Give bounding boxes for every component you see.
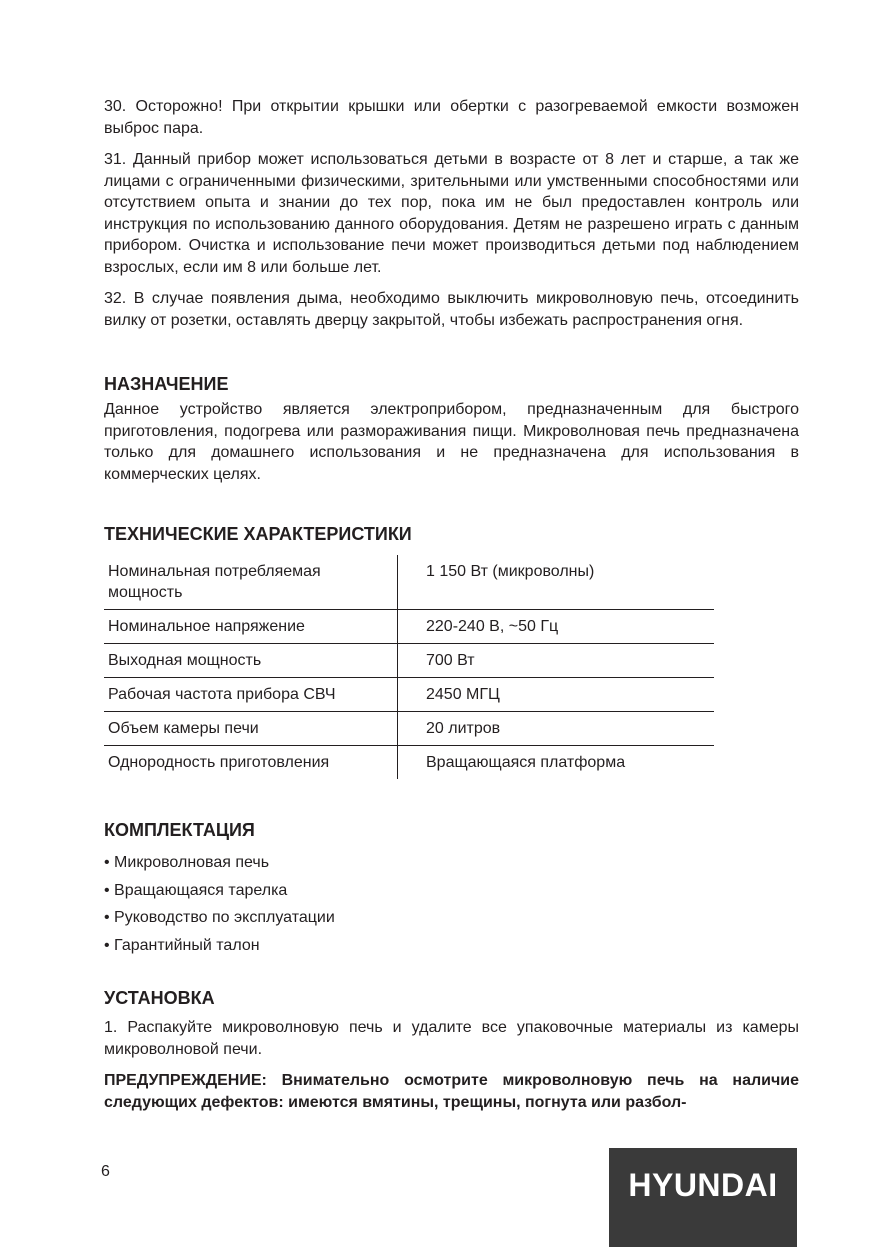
purpose-heading: НАЗНАЧЕНИЕ [104,374,229,394]
spec-value: 2450 МГЦ [398,678,715,712]
list-item: • Гарантийный талон [104,936,260,954]
spec-label: Однородность приготовления [104,746,398,780]
install-heading: УСТАНОВКА [104,988,215,1008]
table-row [104,610,714,644]
page-number: 6 [101,1163,110,1180]
spec-label: Объем камеры печи [104,712,398,746]
spec-label: Номинальная потребляемая мощность [104,555,398,610]
table-row [104,555,714,610]
spec-label: Номинальное напряжение [104,610,398,644]
kit-heading: КОМПЛЕКТАЦИЯ [104,820,255,840]
brand-name: HYUNDAI [628,1167,778,1203]
list-item: • Микроволновая печь [104,854,270,871]
specs-heading: ТЕХНИЧЕСКИЕ ХАРАКТЕРИСТИКИ [104,524,412,544]
purpose-text: Данное устройство является электроприбором, предназначенным для быстрого приготовления, подогрева или размораживания пищи. Микроволновая печь предназначена только для домашнего использования и не предназначена для использования в коммерческих целях. [104,401,799,483]
specs-table [104,555,714,779]
kit-list [104,849,799,959]
table-row [104,678,714,712]
spec-label: Рабочая частота прибора СВЧ [104,678,398,712]
install-step-1: 1. Распакуйте микроволновую печь и удалите все упаковочные материалы из камеры микроволновой печи. [104,1019,799,1058]
list-item: • Руководство по эксплуатации [104,909,335,926]
table-row [104,644,714,678]
spec-value: Вращающаяся платформа [426,754,626,771]
spec-value: 1 150 Вт (микроволны) [398,555,715,610]
paragraph-31: 31. Данный прибор может использоваться детьми в возрасте от 8 лет и старше, а так же лицами с ограниченными физическими, зрительными или умственными способностями или отсутствием опыта и знании до тех пор, пока им не был предоставлен контроль или инструкция по использованию данного оборудования. Детям не разрешено играть с данным прибором. Очистка и использование печи может производиться детьми под наблюдением взрослых, если им 8 или больше лет. [104,151,799,276]
table-row [104,712,714,746]
paragraph-32: 32. В случае появления дыма, необходимо выключить микроволновую печь, отсоединить вилку от розетки, оставлять дверцу закрытой, чтобы избежать распространения огня. [104,290,799,329]
paragraph-30: 30. Осторожно! При открытии крышки или обертки с разогреваемой емкости возможен выброс пара. [104,98,799,137]
table-row [104,746,714,780]
spec-value: 700 Вт [398,644,715,678]
spec-value: 220-240 В, ~50 Гц [398,610,715,644]
list-item: • Вращающаяся тарелка [104,881,288,899]
spec-value: 20 литров [398,712,715,746]
brand-logo [609,1148,797,1247]
spec-label: Выходная мощность [104,644,398,678]
install-warning: ПРЕДУПРЕЖДЕНИЕ: Внимательно осмотрите микроволновую печь на наличие следующих дефектов: имеются вмятины, трещины, погнута или разбол- [104,1072,799,1111]
page-content [104,96,799,1123]
